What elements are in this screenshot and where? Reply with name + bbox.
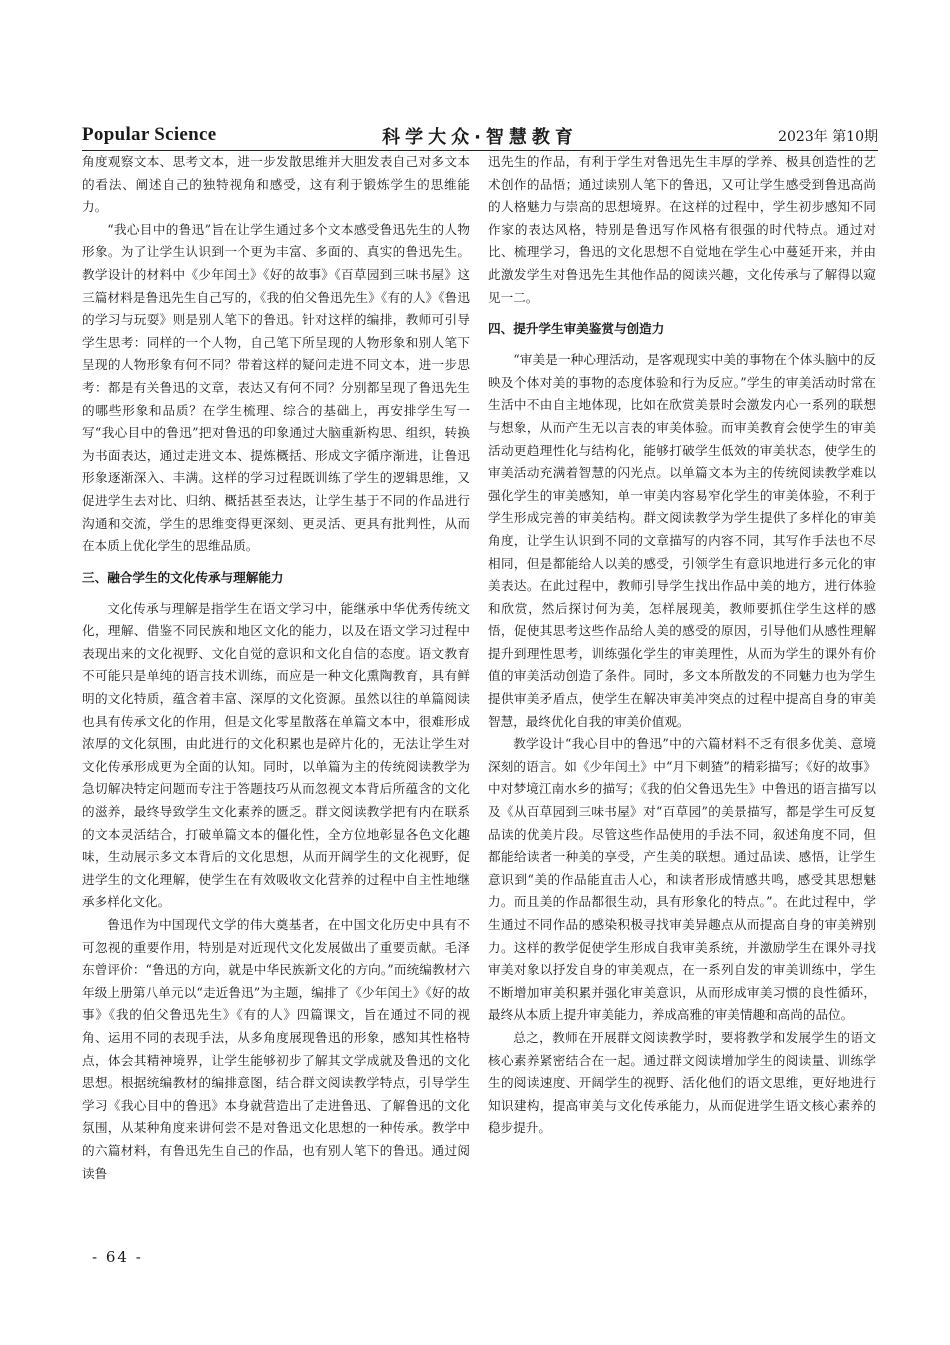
paragraph: 文化传承与理解是指学生在语文学习中，能继承中华优秀传统文化，理解、借鉴不同民族和地区文化的能力，以及在语文学习过程中表现出来的文化视野、文化自觉的意识和文化自信的态度。语文教育不可能只是单纯的语言技术训练，而应是一种文化熏陶教育，具有鲜明的文化特质，蕴含着丰富、深厚的文化资源。虽然以往的单篇阅读也具有传承文化的作用，但是文化零星散落在单篇文本中，很难形成浓厚的文化氛围，由此进行的文化积累也是碎片化的，无法让学生对文化传承形成更为全面的认知。同时，以单篇为主的传统阅读教学为急切解决特定问题而专注于答题技巧从而忽视文本背后所蕴含的文化的滋养，最终导致学生文化素养的匮乏。群文阅读教学把有内在联系的文本灵活结合，打破单篇文本的僵化性，全方位地彰显各色文化趣味，生动展示多文本背后的文化思想，从而开阔学生的文化视野，促进学生的文化理解，使学生在有效吸收文化营养的过程中自主性地继承多样化文化。 [82,600,470,910]
paragraph: “审美是一种心理活动，是客观现实中美的事物在个体头脑中的反映及个体对美的事物的态度体验和行为反应。”学生的审美活动时常在生活中不由自主地体现，比如在欣赏美景时会激发内心一系列的联想与想象，从而产生无以言表的审美体验。而审美教育会使学生的审美活动更趋理性化与结构化，能够打破学生低效的审美状态，使学生的审美活动充满着智慧的闪光点。以单篇文本为主的传统阅读教学难以强化学生的审美感知，单一审美内容易窄化学生的审美体验，不利于学生形成完善的审美结构。群文阅读教学为学生提供了多样化的审美角度，让学生认识到不同的文章描写的内容不同，其写作手法也不尽相同，但是都能给人以美的感受，引领学生有意识地进行多元化的审美表达。在此过程中，教师引导学生找出作品中美的地方，进行体验和欣赏，然后探讨何为美，怎样展现美，教师要抓住学生这样的感悟，促使其思考这些作品给人美的感受的原因，引导他们从感性理解提升到理性思考，训练强化学生的审美理性，从而为学生的课外有价值的审美活动创造了条件。同时，多文本所散发的不同魅力也为学生提供审美矛盾点，使学生在解决审美冲突点的过程中提高自身的审美智慧，最终优化自我的审美价值观。 [488,352,876,729]
section-heading: 三、融合学生的文化传承与理解能力 [82,569,284,585]
right-column [488,151,876,1241]
paragraph: 总之，教师在开展群文阅读教学时，要将教学和发展学生的语文核心素养紧密结合在一起。通过群文阅读增加学生的阅读量、训练学生的阅读速度、开阔学生的视野、活化他们的语文思维，更好地进行知识建构，提高审美与文化传承能力，从而促进学生语文核心素养的稳步提升。 [488,1029,876,1136]
paragraph: 迅先生的作品，有利于学生对鲁迅先生丰厚的学养、极具创造性的艺术创作的品悟；通过读别人笔下的鲁迅，又可让学生感受到鲁迅高尚的人格魅力与崇高的思想境界。在这样的过程中，学生初步感知不同作家的表达风格，特别是鲁迅写作风格有很强的时代特点。通过对比、梳理学习，鲁迅的文化思想不自觉地在学生心中蔓延开来，并由此激发学生对鲁迅先生其他作品的阅读兴趣，文化传承与了解得以窥见一二。 [488,154,876,305]
left-column [82,151,470,1241]
page-number: - 64 - [92,1248,143,1266]
running-header [82,124,878,148]
issue-info: 2023年 第10期 [778,129,878,145]
journal-english-name: Popular Science [82,124,217,145]
section-heading: 四、提升学生审美鉴赏与创造力 [488,321,665,337]
paragraph: 鲁迅作为中国现代文学的伟大奠基者，在中国文化历史中具有不可忽视的重要作用，特别是对近现代文化发展做出了重要贡献。毛泽东曾评价：“鲁迅的方向，就是中华民族新文化的方向。”而统编教材六年级上册第八单元以“走近鲁迅”为主题，编排了《少年闰土》《好的故事》《我的伯父鲁迅先生》《有的人》四篇课文，旨在通过不同的视角、运用不同的表现手法，从多角度展现鲁迅的形象，感知其性格特点，体会其精神境界，让学生能够初步了解其文学成就及鲁迅的文化思想。根据统编教材的编排意图，结合群文阅读教学特点，引导学生学习《我心目中的鲁迅》本身就营造出了走进鲁迅、了解鲁迅的文化氛围，从某种角度来讲何尝不是对鲁迅文化思想的一种传承。教学中的六篇材料，有鲁迅先生自己的作品，也有别人笔下的鲁迅。通过阅读鲁 [82,917,470,1181]
paragraph: 教学设计“我心目中的鲁迅”中的六篇材料不乏有很多优美、意境深刻的语言。如《少年闰土》中“月下刺猹”的精彩描写；《好的故事》中对梦境江南水乡的描写；《我的伯父鲁迅先生》中鲁迅的语言描写以及《从百草园到三味书屋》对“百草园”的美景描写，都是学生可反复品读的优美片段。尽管这些作品使用的手法不同，叙述角度不同，但都能给读者一种美的享受，产生美的联想。通过品读、感悟，让学生意识到“美的作品能直击人心，和读者形成情感共鸣，感受其思想魅力。而且美的作品都很生动，具有形象化的特点。”。在此过程中，学生通过不同作品的感染积极寻找审美异趣点从而提高自身的审美辨别力。这样的教学促使学生形成自我审美系统，并激励学生在课外寻找审美对象以抒发自身的审美观点，在一系列自发的审美训练中，学生不断增加审美积累并强化审美意识，从而形成审美习惯的良性循环，最终从本质上提升审美能力，养成高雅的审美情趣和高尚的品位。 [488,736,876,1023]
paragraph: 角度观察文本、思考文本，进一步发散思维并大胆发表自己对多文本的看法、阐述自己的独特视角和感受，这有利于锻炼学生的思维能力。 [82,154,470,215]
paragraph: “我心目中的鲁迅”旨在让学生通过多个文本感受鲁迅先生的人物形象。为了让学生认识到一个更为丰富、多面的、真实的鲁迅先生。教学设计的材料中《少年闰土》《好的故事》《百草园到三味书屋》这三篇材料是鲁迅先生自己写的，《我的伯父鲁迅先生》《有的人》《鲁迅的学习与玩耍》则是别人笔下的鲁迅。针对这样的编排，教师可引导学生思考：同样的一个人物，自己笔下所呈现的人物形象和别人笔下呈现的人物形象有何不同？带着这样的疑问走进不同文本，进一步思考：都是有关鲁迅的文章，表达又有何不同？分别都呈现了鲁迅先生的哪些形象和品质？在学生梳理、综合的基础上，再安排学生写一写“我心目中的鲁迅”把对鲁迅的印象通过大脑重新构思、组织，转换为书面表达，通过走进文本、提炼概括、形成文字循序渐进，让鲁迅形象逐渐深入、丰满。这样的学习过程既训练了学生的逻辑思维，又促进学生去对比、归纳、概括甚至表达，让学生基于不同的作品进行沟通和交流，学生的思维变得更深刻、更灵活、更具有批判性，从而在本质上优化学生的思维品质。 [82,221,470,554]
journal-chinese-name: 科学大众·智慧教育 [382,127,578,148]
